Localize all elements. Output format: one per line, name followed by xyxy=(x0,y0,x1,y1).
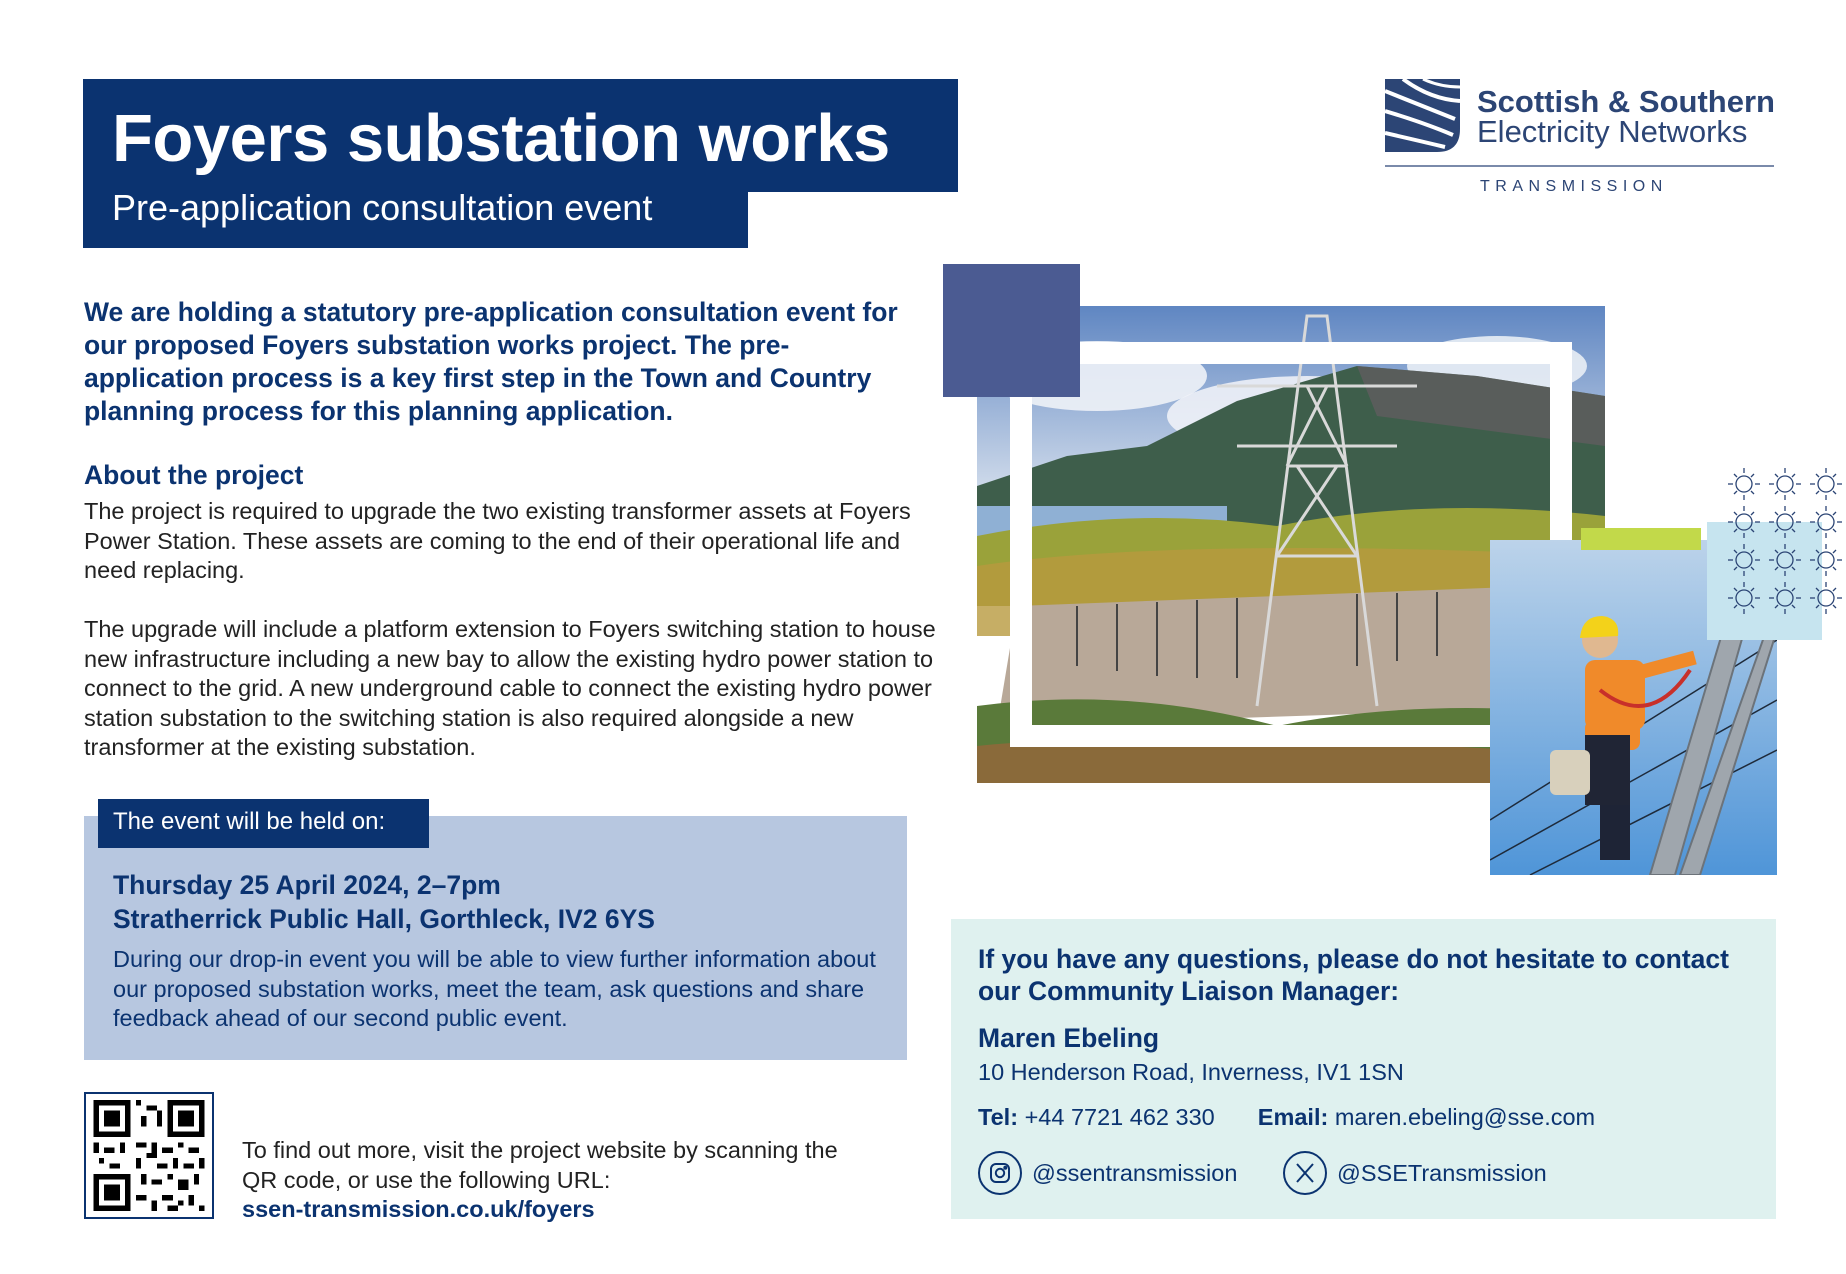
x-handle: @SSETransmission xyxy=(1337,1159,1547,1186)
tel-label: Tel: xyxy=(978,1104,1019,1130)
event-description: During our drop-in event you will be able to view further information about our proposed substation works, meet the team, ask questions and share feedback ahead of our second public event. xyxy=(113,946,876,1031)
email-label: Email: xyxy=(1257,1104,1329,1130)
contact-address: 10 Henderson Road, Inverness, IV1 1SN xyxy=(978,1059,1404,1085)
project-website-link[interactable]: ssen-transmission.co.uk/foyers xyxy=(242,1196,595,1222)
page-title: Foyers substation works xyxy=(112,101,890,176)
instagram-icon xyxy=(978,1151,1022,1195)
logo-division: TRANSMISSION xyxy=(1480,178,1668,195)
page-subtitle: Pre-application consultation event xyxy=(112,187,653,228)
intro-paragraph: We are holding a statutory pre-application consultation event for our proposed Foyers substation works project. The pre-application process is a key first step in the Town and Country planning process for this planning application. xyxy=(84,297,898,426)
lime-accent-bar xyxy=(1581,528,1701,550)
social-x[interactable] xyxy=(1283,1150,1547,1196)
about-heading: About the project xyxy=(84,460,304,490)
event-venue: Stratherrick Public Hall, Gorthleck, IV2 6YS xyxy=(113,904,655,934)
sse-wave-logo-icon xyxy=(1385,79,1460,152)
x-twitter-icon xyxy=(1283,1151,1327,1195)
event-date: Thursday 25 April 2024, 2–7pm xyxy=(113,870,501,900)
logo-divider xyxy=(1385,165,1774,167)
contact-name: Maren Ebeling xyxy=(978,1023,1160,1053)
event-tag-label: The event will be held on: xyxy=(113,808,386,835)
qr-code-icon[interactable] xyxy=(84,1092,214,1219)
social-instagram[interactable] xyxy=(978,1150,1237,1196)
sun-pattern-icon xyxy=(1722,462,1846,620)
photo-frame xyxy=(1010,342,1572,747)
about-paragraph-2: The upgrade will include a platform extension to Foyers switching station to house new infrastructure including a new bay to allow the existing hydro power station to connect to the grid. A new underground cable to connect the existing hydro power station substation to the switching station is also required alongside a new transformer at the existing substation. xyxy=(84,616,936,760)
instagram-handle: @ssentransmission xyxy=(1032,1159,1238,1186)
phone-link[interactable]: +44 7721 462 330 xyxy=(1024,1104,1215,1130)
logo-text-line2: Electricity Networks xyxy=(1477,114,1748,149)
website-instructions: To find out more, visit the project website by scanning the QR code, or use the following URL: xyxy=(242,1137,838,1193)
contact-heading: If you have any questions, please do not hesitate to contact our Community Liaison Manager: xyxy=(978,944,1729,1006)
logo-text-line1: Scottish & Southern xyxy=(1477,84,1775,119)
about-paragraph-1: The project is required to upgrade the two existing transformer assets at Foyers Power Station. These assets are coming to the end of their operational life and need replacing. xyxy=(84,498,911,583)
contact-phone-email xyxy=(978,1104,1595,1131)
decorative-square xyxy=(943,264,1080,397)
email-link[interactable]: maren.ebeling@sse.com xyxy=(1334,1104,1596,1130)
